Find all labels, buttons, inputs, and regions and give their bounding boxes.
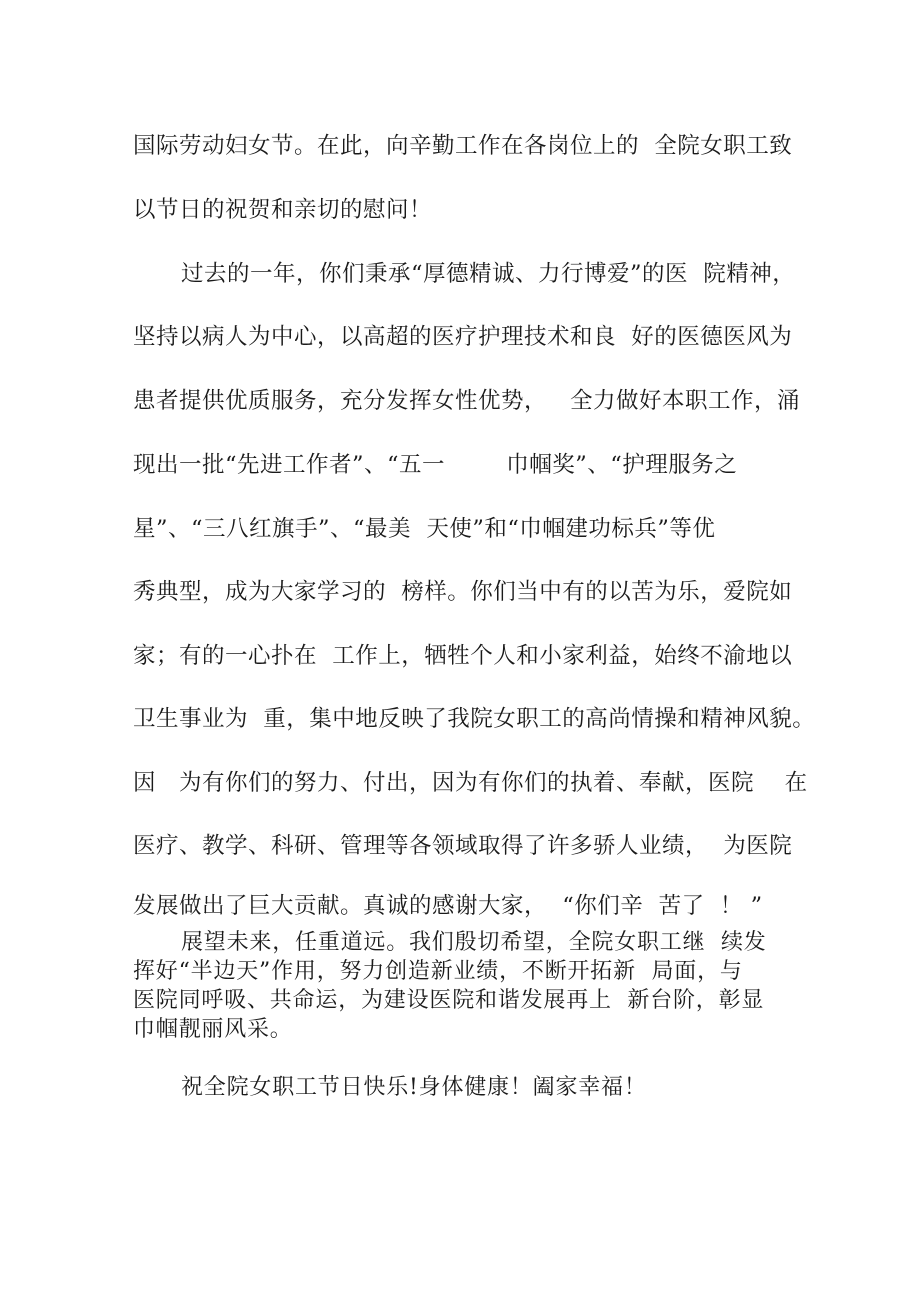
text-line: 国际劳动妇女节。在此，向辛勤工作在各岗位上的 全院女职工致 <box>133 133 793 159</box>
text-line: 家；有的一心扑在 工作上，牺牲个人和小家利益，始终不渝地以 <box>133 643 793 669</box>
text-line: 医院同呼吸、共命运，为建设医院和谐发展再上 新台阶，彰显 <box>133 988 765 1013</box>
text-line: 患者提供优质服务，充分发挥女性优势， 全力做好本职工作，涌 <box>133 388 800 414</box>
text-line: 秀典型，成为大家学习的 榜样。你们当中有的以苦为乐，爱院如 <box>133 579 793 605</box>
text-line: 因 为有你们的努力、付出，因为有你们的执着、奉献，医院 在 <box>133 770 808 796</box>
text-line: 过去的一年，你们秉承“厚德精诚、力行博爱”的医 院精神， <box>181 261 796 287</box>
text-line: 坚持以病人为中心，以高超的医疗护理技术和良 好的医德医风为 <box>133 324 793 350</box>
text-line: 以节日的祝贺和亲切的慰问！ <box>133 197 433 223</box>
text-line: 挥好“半边天”作用，努力创造新业绩，不断开拓新 局面，与 <box>133 959 743 984</box>
text-line: 星”、“三八红旗手”、“最美 天使”和“巾帼建功标兵”等优 <box>133 516 716 542</box>
closing-wishes: 祝全院女职工节日快乐!身体健康！阖家幸福！ <box>181 1075 647 1100</box>
text-line: 卫生事业为 重，集中地反映了我院女职工的高尚情操和精神风貌。 <box>133 706 816 732</box>
text-line: 巾帼靓丽风采。 <box>133 1017 293 1042</box>
text-line: 展望未来，任重道远。我们殷切希望，全院女职工继 续发 <box>181 930 767 955</box>
text-line: 发展做出了巨大贡献。真诚的感谢大家， “你们辛 苦了 ！ ” <box>133 893 763 919</box>
text-line: 医疗、教学、科研、管理等各领域取得了许多骄人业绩， 为医院 <box>133 833 793 859</box>
text-line: 现出一批“先进工作者”、“五一 巾帼奖”、“护理服务之 <box>133 452 738 478</box>
